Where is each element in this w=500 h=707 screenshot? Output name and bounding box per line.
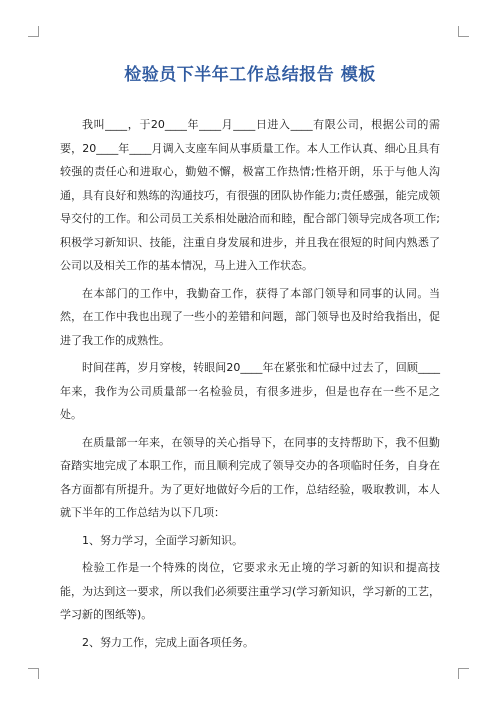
year-review-paragraph: 时间荏苒，岁月穿梭，转眼间20____年在紧张和忙碌中过去了，回顾____年来，我作为公司质量部一名检验员，有很多进步，但是也存在一些不足之处。 <box>60 361 440 421</box>
page-corner-mark-bottom-left <box>28 668 39 679</box>
department-work-paragraph: 在本部门的工作中，我勤奋工作，获得了本部门领导和同事的认同。当然，在工作中我也出现了一些小的差错和问题，部门领导也及时给我指出，促进了我工作的成熟性。 <box>60 286 440 347</box>
intro-paragraph: 我叫____，于20____年____月____日进入____有限公司，根据公司的需要，20____年____月调入支座车间从事质量工作。本人工作认真、细心且具有较强的责任心和进取心，勤勉不懈，极富工作热情;性格开朗，乐于与他人沟通，具有良好和熟练的沟通技巧，有很强的团队协作能力;责任感强，能完成领导交付的工作。和公司员工关系相处融洽而和睦，配合部门领导完成各项工作;积极学习新知识、技能，注重自身发展和进步，并且我在很短的时间内熟悉了公司以及相关工作的基本情况，马上进入工作状态。 <box>60 118 440 272</box>
page-corner-mark-bottom-right <box>458 668 469 679</box>
document-title: 检验员下半年工作总结报告 模板 <box>124 65 376 85</box>
summary-intro-paragraph: 在质量部一年来，在领导的关心指导下，在同事的支持帮助下，我不但勤奋踏实地完成了本职工作，而且顺利完成了领导交办的各项临时任务，自身在各方面都有所提升。为了更好地做好今后的工作，总结经验，吸取教训，本人就下半年的工作总结为以下几项： <box>60 435 440 519</box>
section-heading-2: 2、努力工作，完成上面各项任务。 <box>82 635 254 649</box>
page-corner-mark-top-left <box>28 26 39 37</box>
section-heading-1: 1、努力学习，全面学习新知识。 <box>82 533 243 547</box>
page-corner-mark-top-right <box>458 26 469 37</box>
learning-paragraph: 检验工作是一个特殊的岗位，它要求永无止境的学习新的知识和提高技能，为达到这一要求，所以我们必须要注重学习(学习新知识，学习新的工艺，学习新的图纸等)。 <box>60 561 440 621</box>
document-body <box>60 113 440 658</box>
